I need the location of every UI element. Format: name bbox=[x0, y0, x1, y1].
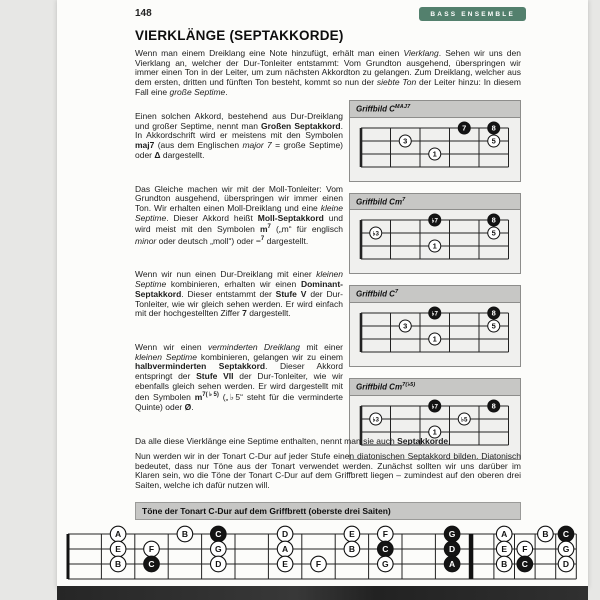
chord-note-label: 1 bbox=[432, 427, 437, 437]
chord-card bbox=[349, 285, 521, 367]
scale-note-label: G bbox=[214, 544, 222, 554]
scale-note-label: E bbox=[501, 544, 508, 554]
brand-badge: BASS ENSEMBLE bbox=[419, 7, 526, 21]
chord-note-label: 1 bbox=[432, 334, 437, 344]
fretboard-section-title: Töne der Tonart C-Dur auf dem Griffbrett (oberste drei Saiten) bbox=[135, 502, 521, 520]
chord-note-label: 1 bbox=[432, 241, 437, 251]
scale-note-label: B bbox=[115, 559, 122, 569]
chord-grid bbox=[355, 121, 515, 174]
scale-note-label: D bbox=[562, 559, 570, 569]
chord-note-label: ♭5 bbox=[461, 416, 468, 424]
fretboard-grid bbox=[65, 521, 581, 587]
chord-note-label: 7 bbox=[462, 123, 467, 133]
scale-note-label: E bbox=[282, 559, 288, 569]
scale-note-label: F bbox=[382, 529, 388, 539]
page-bottom-edge bbox=[57, 586, 588, 600]
scale-note-label: G bbox=[448, 529, 456, 539]
chord-note-label: ♭7 bbox=[431, 403, 438, 411]
scale-note-label: A bbox=[449, 559, 456, 569]
scale-note-label: C bbox=[382, 544, 389, 554]
chord-card bbox=[349, 193, 521, 275]
scale-note-label: D bbox=[282, 529, 289, 539]
scale-note-label: C bbox=[521, 559, 528, 569]
chord-note-label: ♭3 bbox=[372, 230, 379, 238]
scale-note-label: A bbox=[501, 529, 508, 539]
scale-note-label: G bbox=[381, 559, 389, 569]
scale-note-label: C bbox=[148, 559, 155, 569]
page-number: 148 bbox=[135, 8, 152, 19]
chord-note-label: 3 bbox=[403, 136, 408, 146]
scale-note-label: G bbox=[562, 544, 570, 554]
text-column bbox=[135, 112, 343, 437]
paragraph-moll-septakkord: Das Gleiche machen wir mit der Moll-Tonleiter: Vom Grundton ausgehend, überspringen wir immer einen Ton. Wir erhalten einen Moll-Dreiklang und eine kleine Septime. Dieser Akkord heißt Moll-Septakkord und wird meist mit den Symbolen $m^7$ („m“ für englisch minor oder deutsch „moll“) oder −$^7$ dargestellt. bbox=[135, 183, 344, 246]
chord-card bbox=[349, 100, 521, 182]
scale-note-label: B bbox=[348, 544, 355, 554]
chord-cards bbox=[349, 100, 521, 471]
chord-note-label: 8 bbox=[491, 215, 496, 225]
chord-note-label: 5 bbox=[491, 228, 496, 238]
fretboard-diagram bbox=[65, 521, 581, 587]
chord-note-label: 5 bbox=[491, 321, 496, 331]
chord-card-title: Griffbild $C^{MAJ7}$ bbox=[350, 101, 520, 118]
scale-note-label: A bbox=[282, 544, 289, 554]
chord-note-label: 3 bbox=[403, 321, 408, 331]
paragraph-dominant-septakkord: Wenn wir nun einen Dur-Dreiklang mit einer kleinen Septime kombinieren, erhalten wir einen Dominant-Septakkord. Dieser entstammt der Stufe V der Dur-Tonleiter, wie wir gleich sehen werden. Er wird einfach mit der hochgestellten Ziffer 7 dargestellt. bbox=[135, 269, 343, 319]
scale-note-label: A bbox=[115, 529, 122, 539]
scale-note-label: C bbox=[215, 529, 222, 539]
scale-note-label: D bbox=[215, 559, 222, 569]
transition-paragraph: Nun werden wir in der Tonart C-Dur auf jeder Stufe einen diatonischen Septakkord bilden. Diatonisch bedeutet, dass nur Töne aus der Tonart verwendet werden. Zunächst sollten wir uns darüber im Klaren sein, wo die Töne der Tonart C-Dur auf dem Griffbrett liegen – zumindest auf den oberen drei Saiten, welche ich dafür nutzen will. bbox=[135, 451, 521, 491]
scale-note-label: B bbox=[542, 529, 549, 539]
scale-note-label: E bbox=[115, 544, 121, 554]
chord-card-title: Griffbild $Cm^{7(♭5)}$ bbox=[350, 379, 520, 396]
chord-note-label: 1 bbox=[432, 149, 437, 159]
paragraph-grosser-septakkord: Einen solchen Akkord, bestehend aus Dur-Dreiklang und großer Septime, nennt man Großen Septakkord. In Akkordschrift wird er meistens mit den Symbolen maj7 (aus dem Englischen major 7 = große Septime) oder Δ dargestellt. bbox=[135, 111, 344, 160]
chord-note-label: ♭7 bbox=[431, 310, 438, 318]
scale-note-label: C bbox=[562, 529, 570, 539]
scale-note-label: F bbox=[148, 544, 155, 554]
paragraph-halbvermindert: Wenn wir einen verminderten Dreiklang mit einer kleinen Septime kombinieren, gelangen wir zu einem halbverminderten Septakkord. Dieser Akkord entspringt der Stufe VII der Dur-Tonleiter, wie wir ebenfalls gleich sehen werden. Er wird dargestellt mit den Symbolen $m^{7(♭5)}$ („♭5“ steht für die verminderte Quinte) oder Ø. bbox=[135, 341, 344, 412]
conclusion-paragraph: Da alle diese Vierklänge eine Septime enthalten, nennt man sie auch Septakkorde. bbox=[135, 436, 451, 446]
chord-note-label: ♭3 bbox=[372, 416, 379, 424]
octave-double-line bbox=[469, 534, 474, 579]
scale-note-label: E bbox=[349, 529, 355, 539]
scale-note-label: F bbox=[522, 544, 528, 554]
chord-note-label: 8 bbox=[491, 401, 496, 411]
chord-grid bbox=[355, 213, 515, 266]
scale-note-label: B bbox=[181, 529, 188, 539]
chord-card bbox=[349, 378, 521, 460]
chord-grid bbox=[355, 306, 515, 359]
chord-note-label: 8 bbox=[491, 308, 496, 318]
book-page bbox=[57, 0, 588, 588]
scale-note-label: F bbox=[315, 559, 322, 569]
scale-note-label: D bbox=[449, 544, 456, 554]
chord-note-label: 5 bbox=[491, 136, 496, 146]
chord-note-label: ♭7 bbox=[431, 217, 438, 225]
intro-paragraph: Wenn man einem Dreiklang eine Note hinzufügt, erhält man einen Vierklang. Sehen wir uns den Vierklang an, welcher der Dur-Tonleiter entstammt: Vom Grundton ausgehend, überspringen wir immer einen Ton in der Leiter, um zum nächsten Akkordton zu gelangen. Zum Dreiklang, welcher aus dem ersten, dritten und fünften Ton besteht, kommt so nun der siebte Ton der Leiter hinzu: In diesem Fall eine große Septime. bbox=[135, 48, 521, 97]
chord-card-title: Griffbild Cm$^7$ bbox=[350, 194, 520, 211]
chord-note-label: 8 bbox=[491, 123, 496, 133]
scale-note-label: B bbox=[501, 559, 508, 569]
page-title: VIERKLÄNGE (SEPTAKKORDE) bbox=[135, 28, 344, 43]
chord-card-title: Griffbild $C^7$ bbox=[350, 286, 520, 303]
